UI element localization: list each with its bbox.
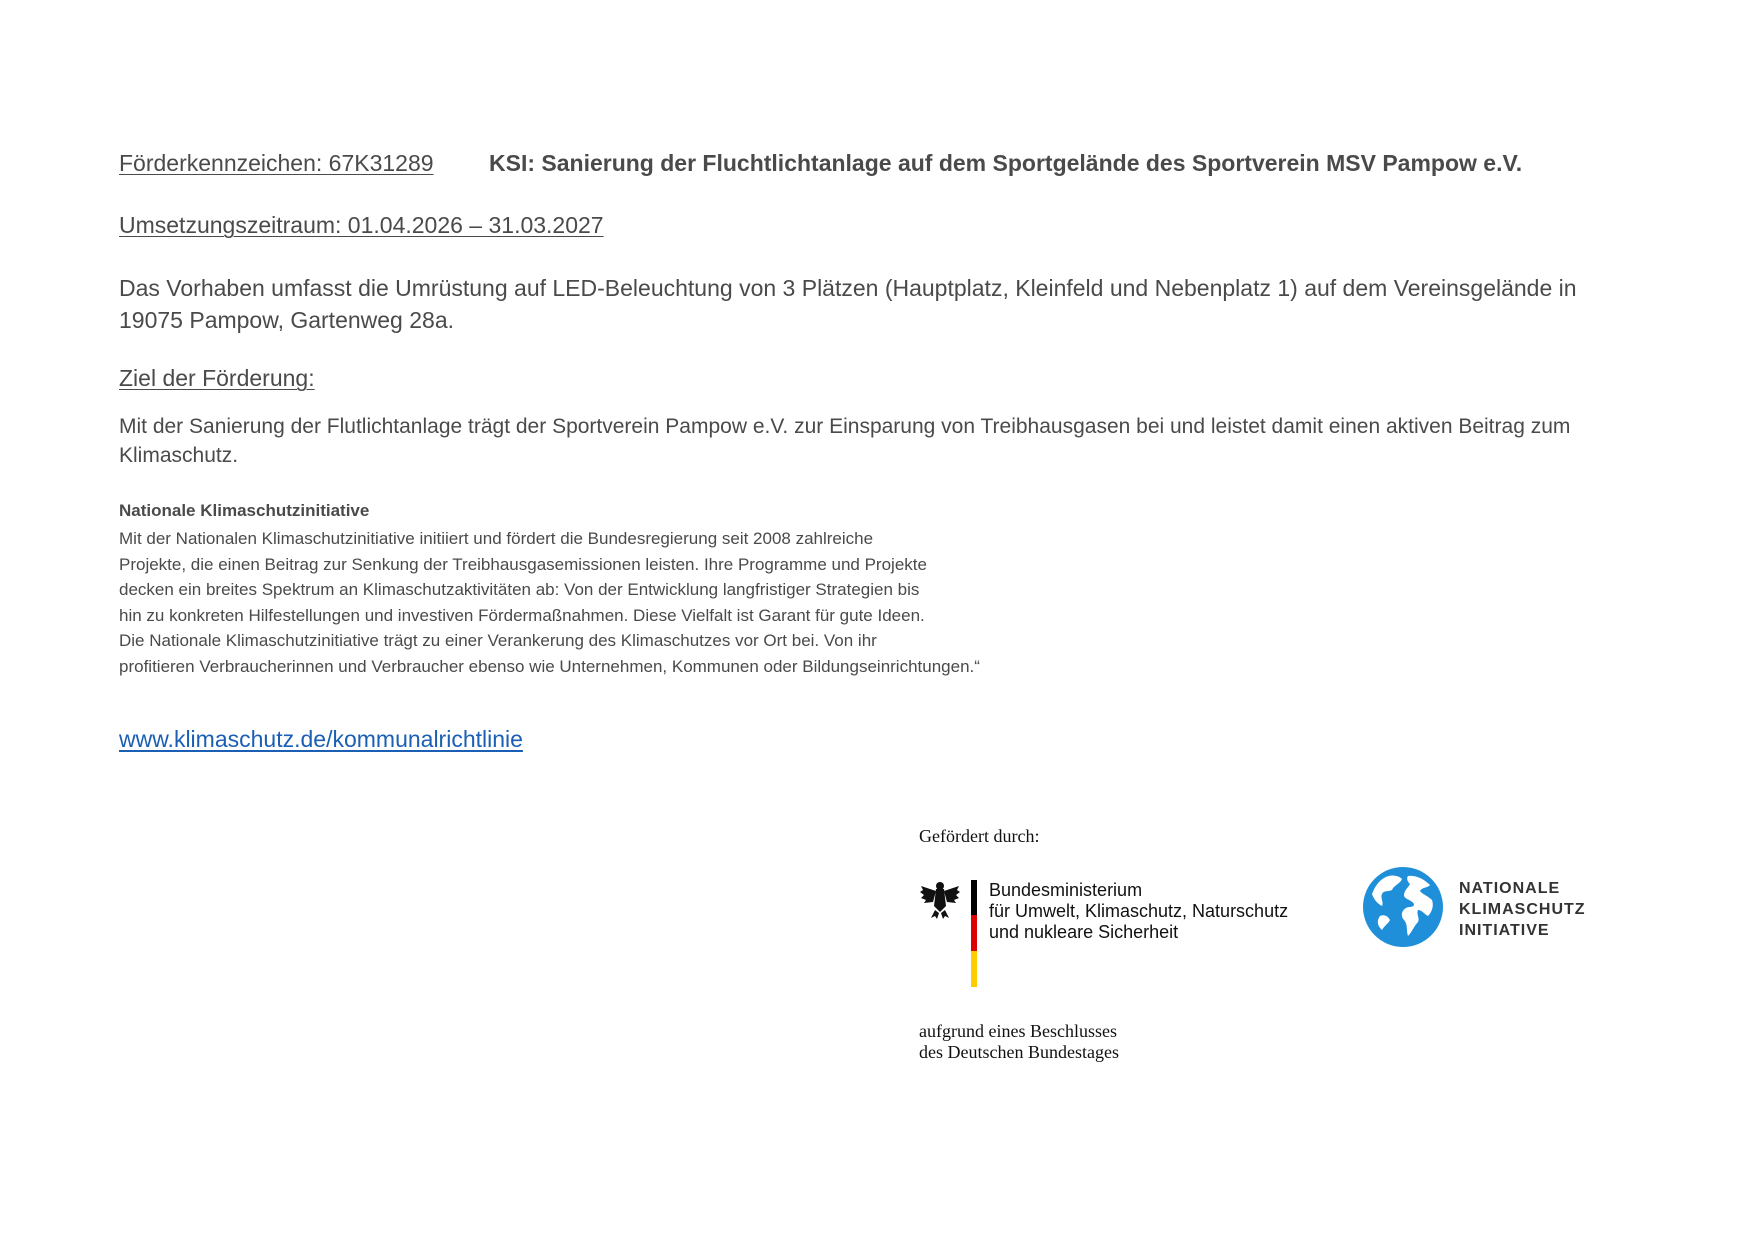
nki-body-line: hin zu konkreten Hilfestellungen und investiven Fördermaßnahmen. Diese Vielfalt ist Garant für gute Ideen.	[119, 605, 925, 625]
ministry-name-line: Bundesministerium	[989, 880, 1143, 900]
project-description: Das Vorhaben umfasst die Umrüstung auf LED-Beleuchtung von 3 Plätzen (Hauptplatz, Kleinfeld und Nebenplatz 1) auf dem Vereinsgelände in 19075 Pampow, Gartenweg 28a.	[119, 275, 1577, 333]
nki-body-line: decken ein breites Spektrum an Klimaschutzaktivitäten ab: Von der Entwicklung langfristiger Strategien bis	[119, 580, 920, 599]
goal-heading: Ziel der Förderung:	[119, 365, 315, 391]
globe-icon	[1362, 866, 1444, 948]
nki-body-line: Die Nationale Klimaschutzinitiative trägt zu einer Verankerung des Klimaschutzes vor Ort bei. Von ihr	[119, 631, 877, 650]
nki-body-line: Projekte, die einen Beitrag zur Senkung der Treibhausgasemissionen leisten. Ihre Programme und Projekte	[119, 554, 927, 574]
nki-logo-line: KLIMASCHUTZ	[1459, 901, 1586, 918]
funding-code: Förderkennzeichen: 67K31289	[119, 150, 434, 176]
resolution-line: des Deutschen Bundestages	[919, 1042, 1119, 1062]
funded-by-label: Gefördert durch:	[919, 826, 1040, 846]
federal-eagle-icon	[919, 880, 961, 920]
implementation-period: Umsetzungszeitraum: 01.04.2026 – 31.03.2027	[119, 212, 604, 238]
nki-logo-line: INITIATIVE	[1459, 922, 1550, 939]
bundestag-resolution	[919, 1021, 1119, 1063]
ministry-name	[989, 880, 1288, 943]
nki-heading: Nationale Klimaschutzinitiative	[119, 501, 370, 520]
ministry-name-line: für Umwelt, Klimaschutz, Naturschutz	[989, 901, 1289, 921]
nki-logo-line: NATIONALE	[1459, 880, 1561, 897]
german-flag-bar	[971, 880, 977, 987]
nki-body	[119, 526, 980, 679]
nki-logo-text	[1459, 878, 1586, 941]
ministry-name-line: und nukleare Sicherheit	[989, 922, 1179, 942]
klimaschutz-link[interactable]: www.klimaschutz.de/kommunalrichtlinie	[119, 726, 523, 752]
nki-body-line: Mit der Nationalen Klimaschutzinitiative initiiert und fördert die Bundesregierung seit 2008 zahlreiche	[119, 529, 874, 548]
project-title: KSI: Sanierung der Fluchtlichtanlage auf dem Sportgelände des Sportverein MSV Pampow e.V.	[489, 150, 1523, 176]
resolution-line: aufgrund eines Beschlusses	[919, 1021, 1117, 1041]
goal-text: Mit der Sanierung der Flutlichtanlage trägt der Sportverein Pampow e.V. zur Einsparung von Treibhausgasen bei und leistet damit einen aktiven Beitrag zum Klimaschutz.	[119, 415, 1571, 467]
nki-body-line: profitieren Verbraucherinnen und Verbraucher ebenso wie Unternehmen, Kommunen oder Bildungseinrichtungen.“	[119, 656, 980, 676]
